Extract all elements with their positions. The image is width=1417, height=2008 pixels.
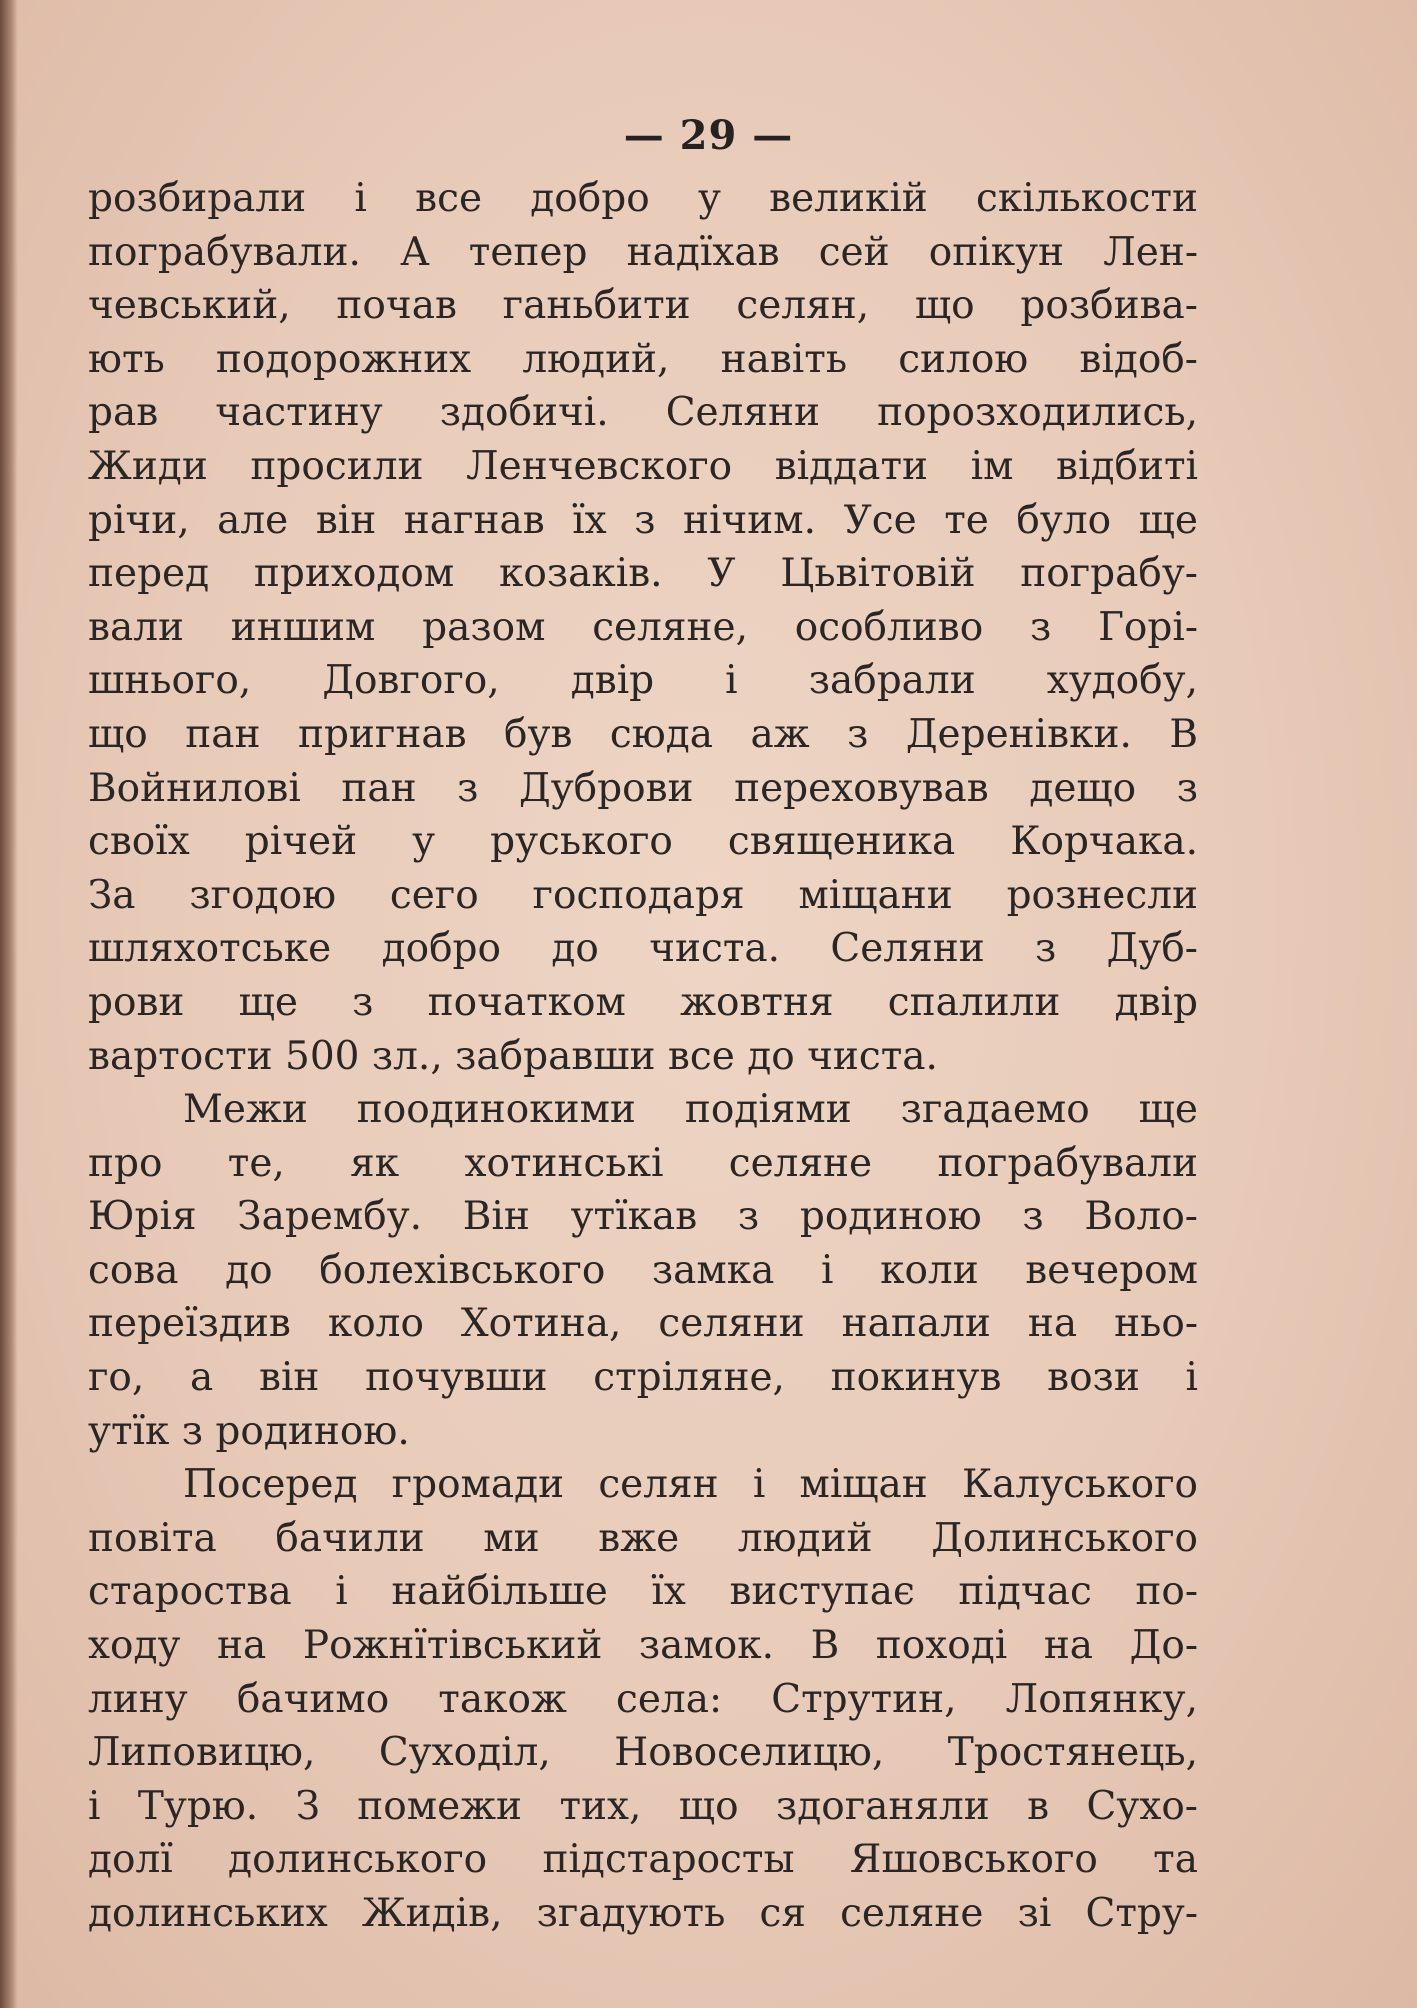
text-line: Жиди просили Ленчевского віддати ім відбиті [88, 443, 1198, 489]
text-line: шляхотське добро до чиста. Селяни з Дуб- [88, 926, 1198, 972]
text-line: річи, але він нагнав їх з нічим. Усе те було ще [88, 497, 1198, 543]
text-line: го, а він почувши стріляне, покинув вози і [88, 1355, 1198, 1401]
text-line: про те, як хотинські селяне пограбували [88, 1140, 1198, 1186]
text-line: повіта бачили ми вже людий Долинського [88, 1515, 1198, 1561]
paragraph-start-line: Посеред громади селян і міщан Калуського [183, 1462, 1198, 1508]
text-line: За згодою сего господаря міщани рознесли [88, 872, 1198, 918]
text-line: Войнилові пан з Дуброви переховував дещо з [88, 765, 1198, 811]
text-line: рав частину здобичі. Селяни порозходились, [88, 390, 1198, 436]
page-number: — 29 — [623, 112, 794, 159]
text-line: і Турю. З помежи тих, що здоганяли в Сухо- [88, 1783, 1198, 1829]
text-line: перед приходом козаків. У Цьвітовій пограбу- [88, 551, 1198, 597]
paragraph-end-line: утїк з родиною. [88, 1408, 410, 1454]
text-line: шнього, Довгого, двір і забрали худобу, [88, 658, 1198, 704]
text-line: переїздив коло Хотина, селяни напали на ньо- [88, 1301, 1198, 1347]
text-line: ють подорожних людий, навіть силою відоб- [88, 336, 1198, 382]
text-line: вали иншим разом селяне, особливо з Горі- [88, 604, 1198, 650]
text-line: лину бачимо також села: Струтин, Лопянку, [88, 1676, 1198, 1722]
text-line: долї долинського підстаросты Яшовського та [88, 1837, 1198, 1883]
paragraph-start-line: Межи поодинокими подіями згадаемо ще [183, 1087, 1198, 1133]
text-line: своїх річей у руського священика Корчака. [88, 819, 1198, 865]
body-text [88, 172, 1198, 1941]
text-line: що пан пригнав був сюда аж з Деренівки. В [88, 711, 1198, 757]
text-line: пограбували. А тепер надїхав сей опікун Лен- [88, 229, 1198, 275]
text-line: Юрія Зарембу. Він утїкав з родиною з Воло- [88, 1194, 1198, 1240]
text-line: чевський, почав ганьбити селян, що розбива- [88, 283, 1198, 329]
paragraph-end-line: вартости 500 зл., забравши все до чиста. [88, 1033, 938, 1079]
text-line: рови ще з початком жовтня спалили двір [88, 979, 1198, 1025]
text-line: долинських Жидів, згадують ся селяне зі Стру- [88, 1891, 1198, 1936]
text-line: розбирали і все добро у великій скількости [88, 176, 1198, 221]
book-spine-shadow [0, 0, 18, 2008]
text-line: сова до болехівського замка і коли вечером [88, 1247, 1198, 1293]
text-line: ходу на Рожнїтівський замок. В поході на До- [88, 1623, 1198, 1669]
text-line: Липовицю, Суходіл, Новоселицю, Тростянець, [88, 1730, 1198, 1776]
text-line: староства і найбільше їх виступає підчас по- [88, 1569, 1198, 1615]
